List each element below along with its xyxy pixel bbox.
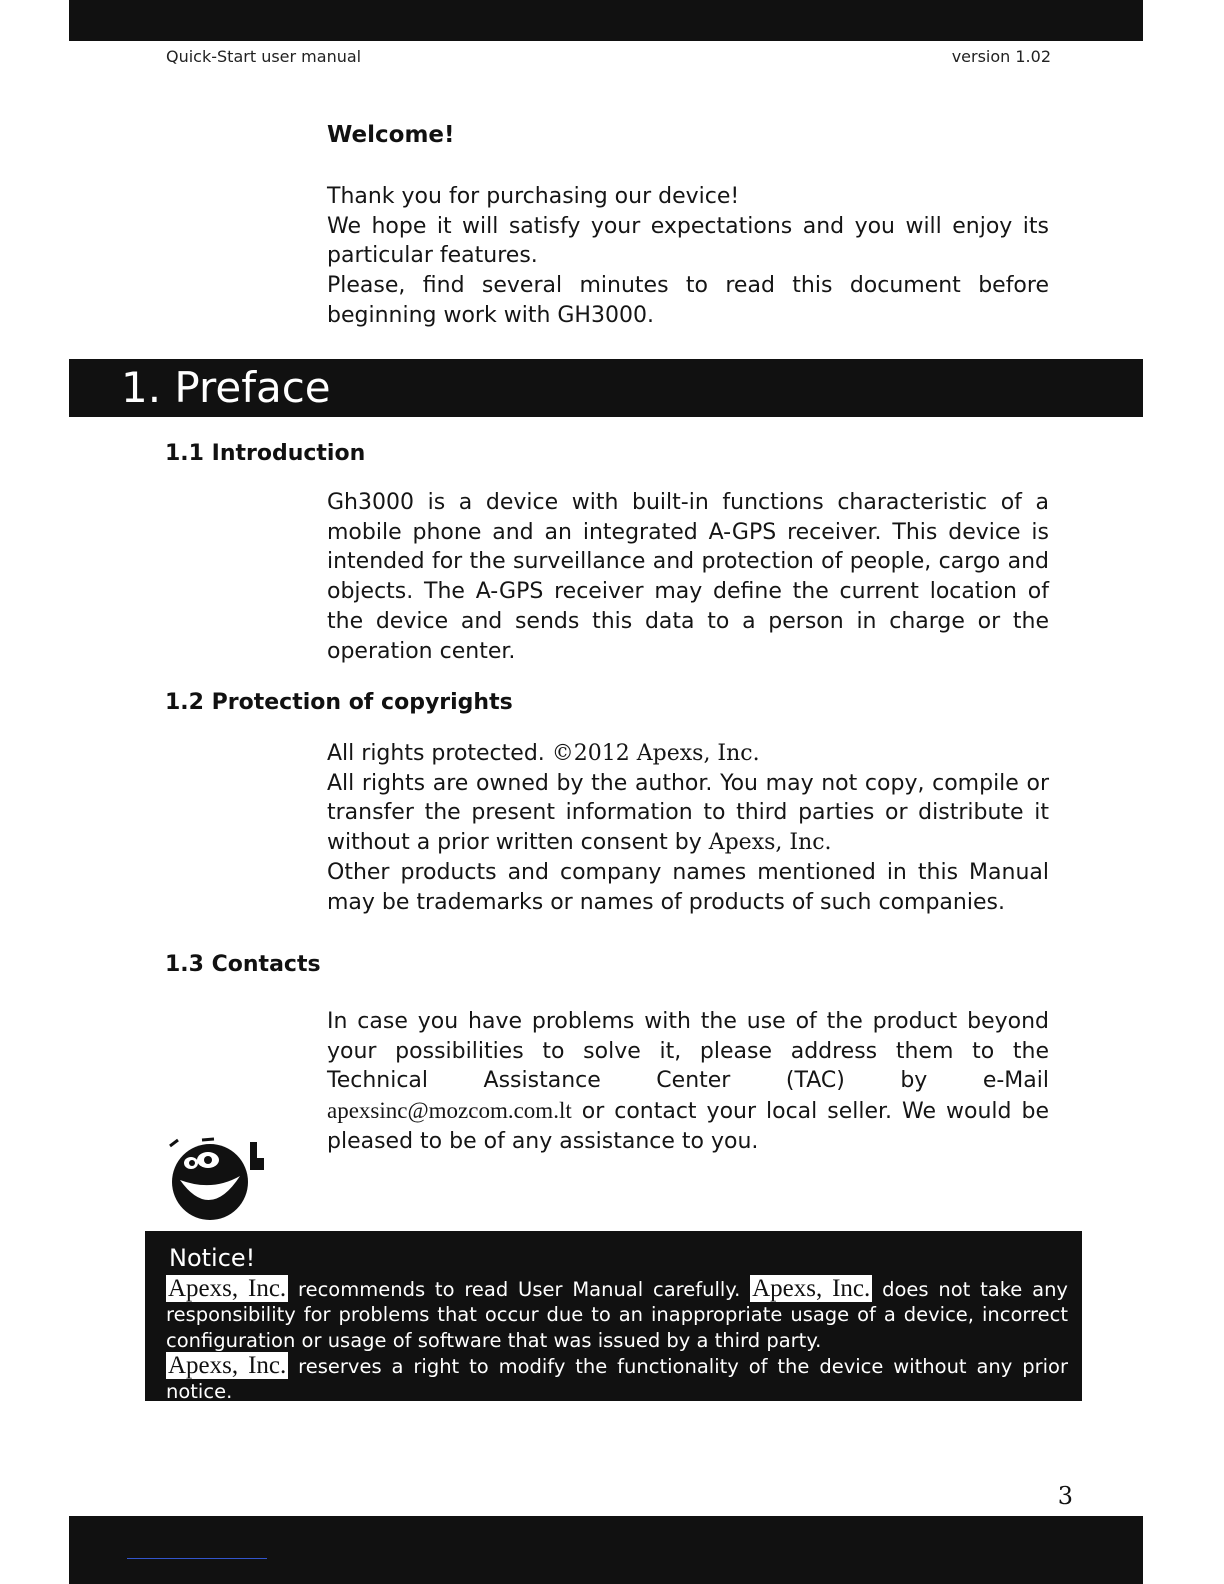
top-bar — [69, 0, 1143, 41]
notice-brand-3: Apexs, Inc. — [168, 1351, 287, 1379]
copyright-company: ©2012 Apexs, Inc. — [551, 741, 760, 766]
copyrights-line1 — [327, 739, 1049, 769]
welcome-hope: We hope it will satisfy your expectations and you will enjoy its particular features. — [327, 213, 1049, 269]
copyrights-body-company: Apexs, Inc. — [708, 830, 832, 856]
doc-title: Quick-Start user manual — [166, 47, 362, 66]
copyrights-body — [327, 769, 1049, 858]
page-number: 3 — [1057, 1482, 1073, 1510]
contacts-body-prefix: In case you have problems with the use of the product beyond your possibilities to solve it, please address them to the Technical Assistance Center (TAC) by e-Mail — [327, 1009, 1049, 1094]
introduction-heading: 1.1 Introduction — [165, 441, 366, 466]
copyrights-line1-prefix: All rights protected. — [327, 741, 552, 766]
contacts-body — [327, 1007, 1049, 1157]
introduction-text — [327, 488, 1049, 666]
copyrights-body-prefix: All rights are owned by the author. You may not copy, compile or transfer the present information to third parties or distribute it without a prior written consent by — [327, 770, 1049, 856]
bottom-bar — [69, 1516, 1143, 1584]
contacts-text — [327, 1007, 1049, 1157]
notice-body — [166, 1276, 1068, 1404]
notice-brand-2: Apexs, Inc. — [752, 1275, 871, 1302]
footer-link-line — [127, 1558, 267, 1559]
introduction-body: Gh3000 is a device with built-in functions characteristic of a mobile phone and an integrated A-GPS receiver. This device is intended for the surveillance and protection of people, cargo and objects. The A-GPS receiver may define the current location of the device and sends this data to a person in charge or the operation center. — [327, 490, 1049, 664]
copyrights-heading: 1.2 Protection of copyrights — [165, 690, 513, 715]
welcome-heading: Welcome! — [327, 122, 455, 148]
copyrights-others: Other products and company names mentioned in this Manual may be trademarks or names of products of such companies. — [327, 859, 1049, 915]
notice-text-3: reserves a right to modify the functionality of the device without any prior notice. — [166, 1354, 1068, 1404]
notice-paragraph-2 — [166, 1353, 1068, 1405]
doc-version: version 1.02 — [951, 47, 1051, 66]
section-title: 1. Preface — [121, 363, 331, 412]
welcome-text — [327, 182, 1049, 331]
notice-text-1: recommends to read User Manual carefully. — [288, 1278, 751, 1301]
smiley-mascot-icon — [160, 1130, 278, 1225]
welcome-please: Please, find several minutes to read this document before beginning work with GH3000. — [327, 273, 1049, 328]
notice-title: Notice! — [169, 1244, 256, 1272]
notice-box — [145, 1231, 1082, 1404]
welcome-thanks: Thank you for purchasing our device! — [327, 184, 740, 209]
contact-email[interactable]: apexsinc@mozcom.com.lt — [327, 1098, 572, 1124]
contacts-body-suffix: or contact your local seller. We would be pleased to be of any assistance to you. — [327, 1099, 1049, 1154]
notice-brand-1: Apexs, Inc. — [168, 1275, 287, 1302]
contacts-heading: 1.3 Contacts — [165, 952, 321, 977]
copyrights-text — [327, 739, 1049, 917]
notice-paragraph-1 — [166, 1276, 1068, 1353]
notice-text-2: does not take any responsibility for problems that occur due to an inappropriate usage of a device, incorrect configuration or usage of software that was issued by a third party. — [166, 1278, 1068, 1352]
